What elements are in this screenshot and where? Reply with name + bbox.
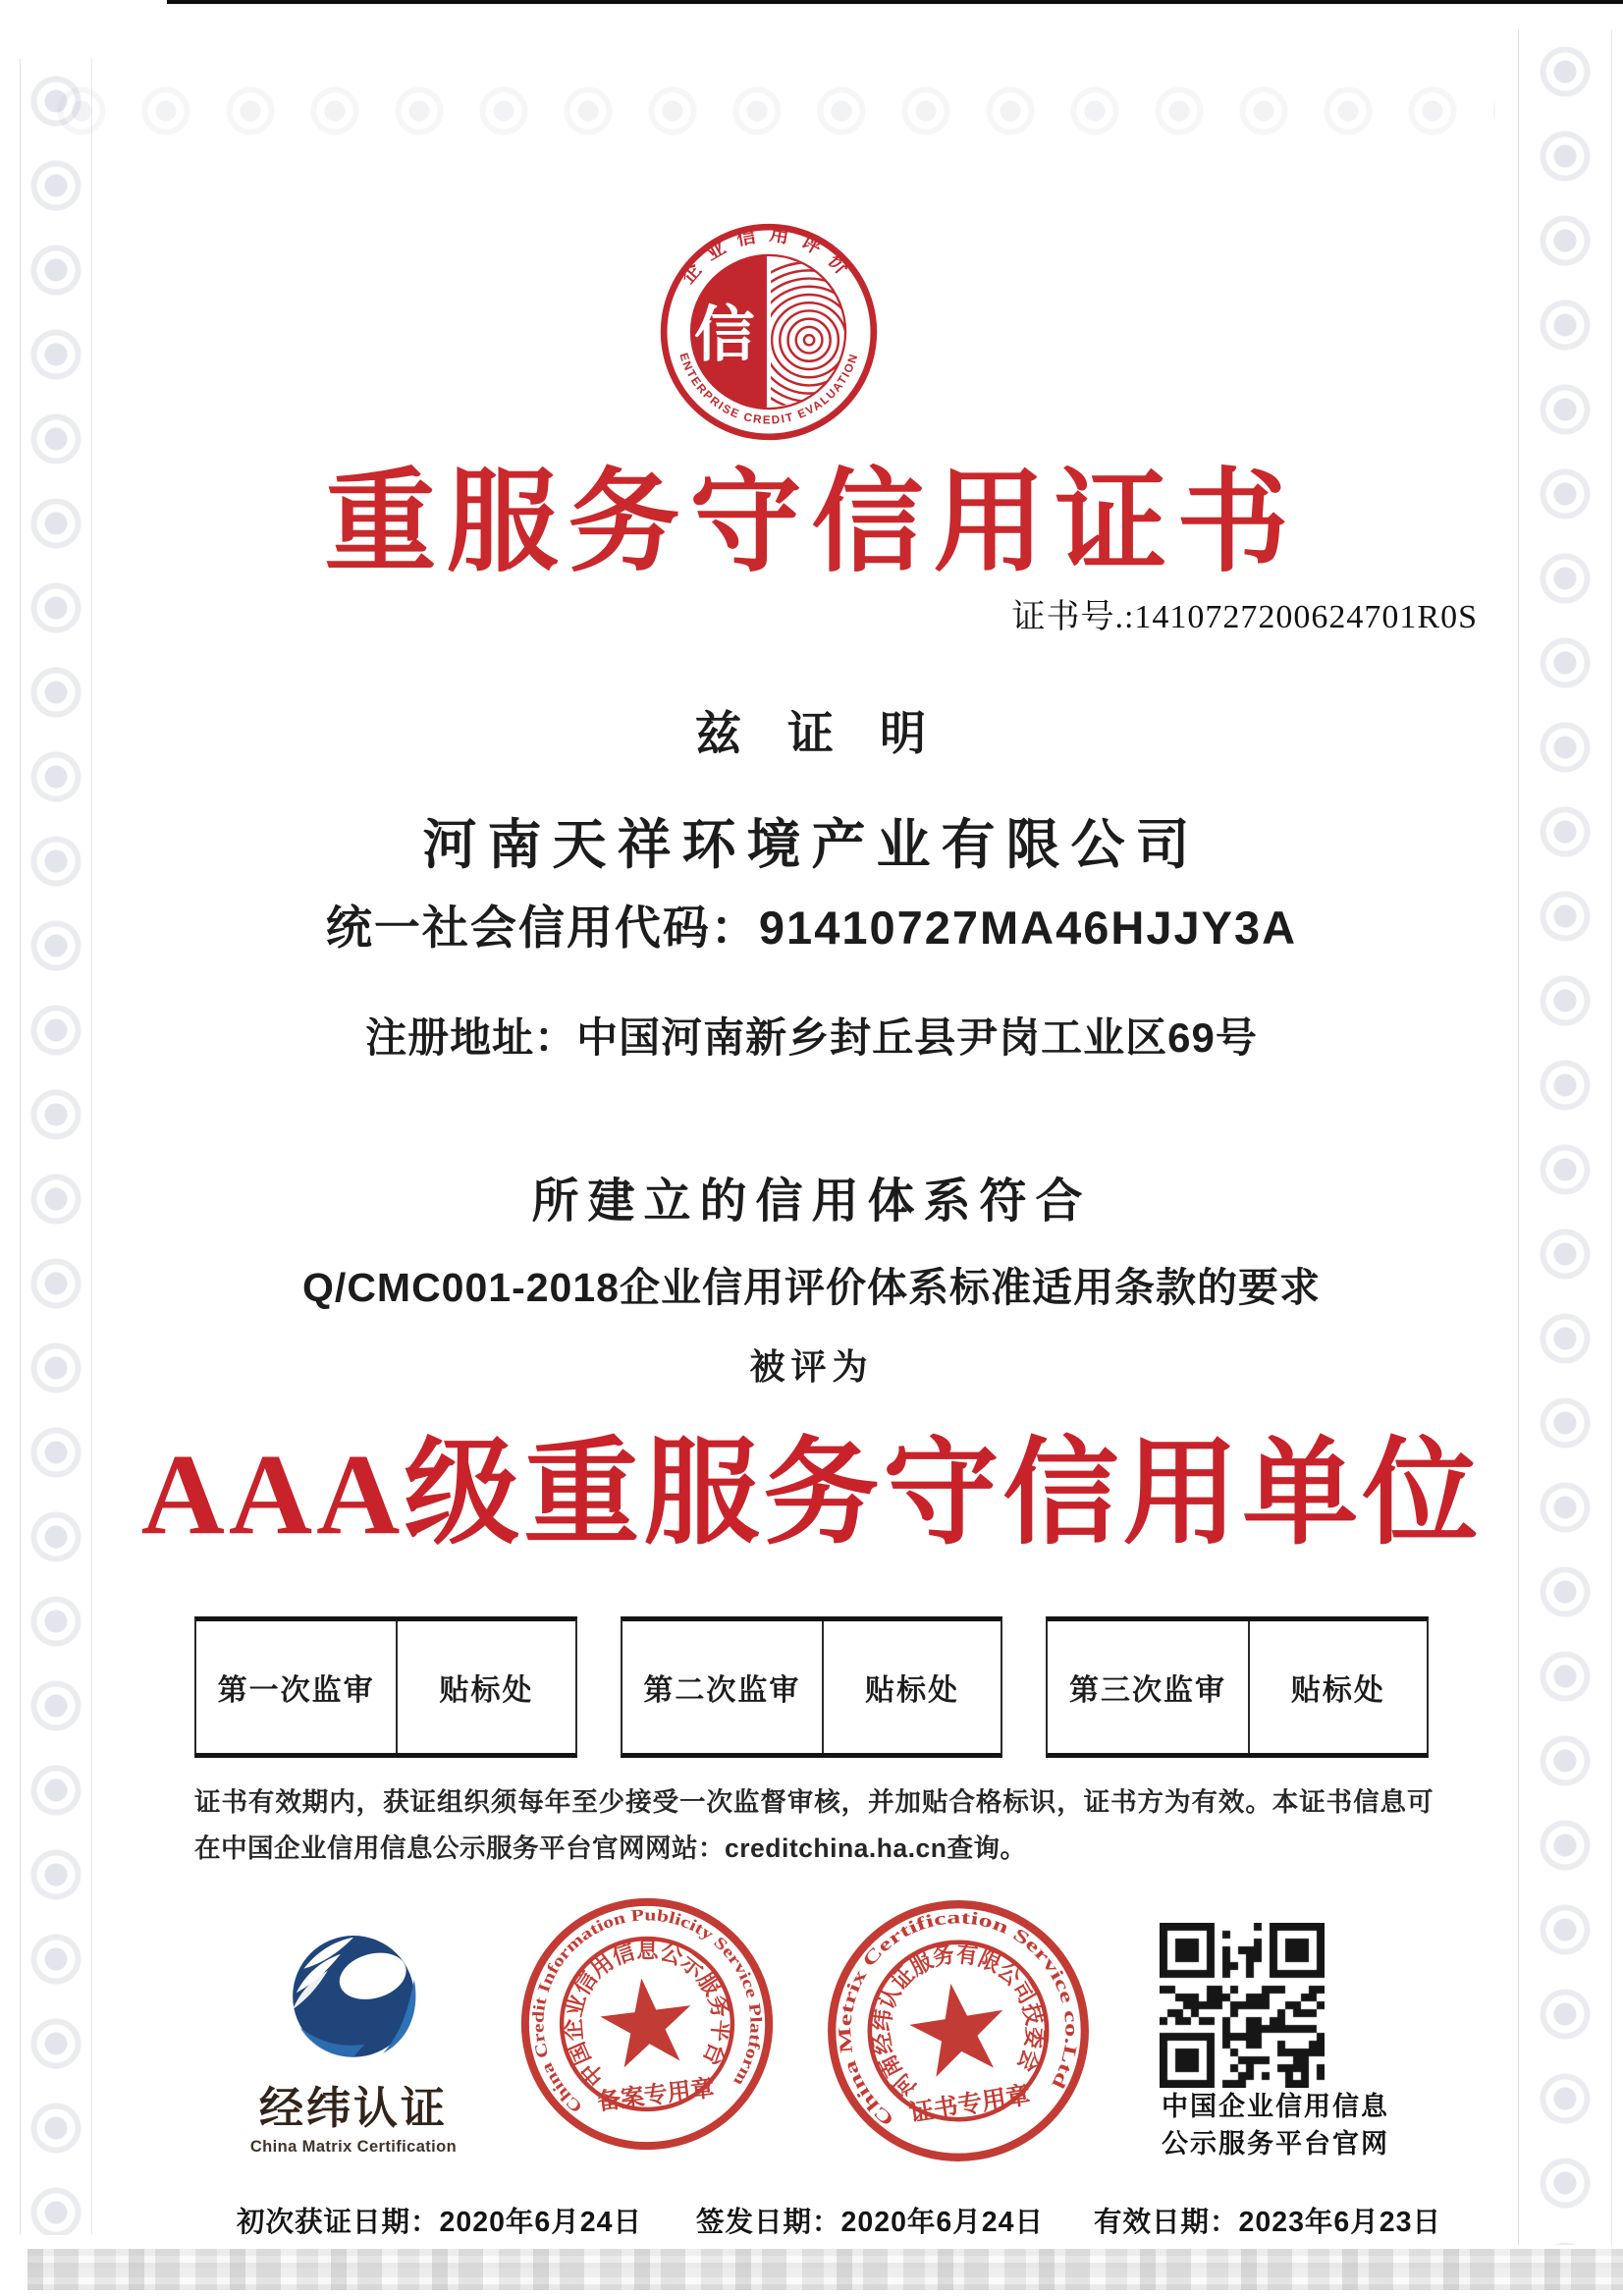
audit-label: 第三次监审	[1048, 1621, 1249, 1753]
qr-caption-line-2: 公示服务平台官网	[1162, 2129, 1389, 2159]
company-name: 河南天祥环境产业有限公司	[422, 814, 1201, 875]
left-ornament-border	[20, 59, 92, 2235]
enterprise-credit-evaluation-emblem	[658, 221, 880, 443]
sticker-label: 贴标处	[1290, 1674, 1385, 1707]
seal-bottom-text: 备案专用章	[595, 2074, 716, 2116]
statement-line-2: Q/CMC001-2018企业信用评价体系标准适用条款的要求	[302, 1265, 1321, 1310]
credit-evaluation-seal-icon	[658, 221, 880, 443]
rating-line: AAA级重服务守信用单位	[140, 1430, 1483, 1558]
statement-line-3: 被评为	[749, 1346, 874, 1387]
valid-until-value: 2023年6月23日	[1238, 2207, 1441, 2238]
valid-until-label: 有效日期：	[1094, 2207, 1239, 2238]
top-ornament-border	[39, 82, 1495, 139]
issue-date-label: 签发日期：	[696, 2207, 841, 2238]
sticker-label: 贴标处	[865, 1674, 960, 1707]
seal-arc-cn: 中国企业信用信息公示服务平台	[559, 1937, 735, 2091]
emblem-arc-top-text: 企业信用评价	[676, 223, 861, 289]
seal-arc-en: China Credit Information Publicity Service Platform	[528, 1905, 766, 2117]
credit-code-line: 统一社会信用代码：91410727MA46HJJY3A	[325, 902, 1298, 954]
certifier-name-en: China Matrix Certification	[249, 2138, 458, 2156]
audit-label: 第二次监审	[622, 1621, 824, 1753]
audit-box-1	[194, 1616, 577, 1758]
qr-caption-line-1: 中国企业信用信息	[1162, 2092, 1389, 2121]
certificate-number: 证书号.:1410727200624701R0S	[1011, 599, 1478, 635]
star-icon	[596, 1973, 697, 2070]
audit-label: 第一次监审	[196, 1621, 398, 1753]
matrix-globe-icon	[278, 1921, 429, 2068]
certify-heading: 兹 证 明	[694, 707, 929, 759]
emblem-center-glyph: 信	[693, 301, 755, 369]
statement-line-1: 所建立的信用体系符合	[531, 1175, 1092, 1228]
audit-table	[194, 1616, 1429, 1758]
right-ornament-border	[1518, 29, 1612, 2245]
china-matrix-certification-logo	[228, 1921, 479, 2157]
seal-arc-cn: 河南经纬认证服务有限公司技委会	[868, 1941, 1049, 2103]
qr-caption	[1162, 2088, 1417, 2162]
seal-bottom-text: 证书专用章	[907, 2082, 1033, 2128]
certificate-title: 重服务守信用证书	[324, 461, 1299, 585]
bottom-ornament-band	[27, 2249, 1623, 2290]
certifier-name-cn: 经纬认证	[258, 2083, 448, 2133]
sticker-label: 贴标处	[439, 1674, 534, 1707]
star-icon	[904, 1976, 1011, 2079]
first-issued-label: 初次获证日期：	[237, 2207, 440, 2238]
qr-code	[1160, 1923, 1325, 2088]
valid-until-date	[1094, 2200, 1441, 2240]
first-issued-date	[237, 2200, 642, 2240]
scan-top-edge	[167, 0, 1623, 4]
audit-box-3	[1046, 1616, 1429, 1758]
issue-date-value: 2020年6月24日	[840, 2207, 1044, 2238]
emblem-arc-bottom-text: ENTERPRISE CREDIT EVALUATION	[676, 351, 861, 427]
first-issued-value: 2020年6月24日	[439, 2207, 642, 2238]
seal-arc-en: China Metrix Certification Service co.Ltd	[835, 1907, 1082, 2131]
dates-row	[0, 2200, 1623, 2239]
certificate-special-seal	[803, 1876, 1113, 2186]
audit-box-2	[621, 1616, 1003, 1758]
fine-print: 证书有效期内，获证组织须每年至少接受一次监督审核，并加贴合格标识，证书方为有效。本证书信息可在中国企业信用信息公示服务平台官网网站：creditchina.ha.cn查询。	[194, 1787, 1434, 1863]
platform-record-seal	[502, 1879, 792, 2169]
address-line: 注册地址：中国河南新乡封丘县尹岗工业区69号	[365, 1014, 1258, 1061]
issue-date	[696, 2200, 1044, 2240]
